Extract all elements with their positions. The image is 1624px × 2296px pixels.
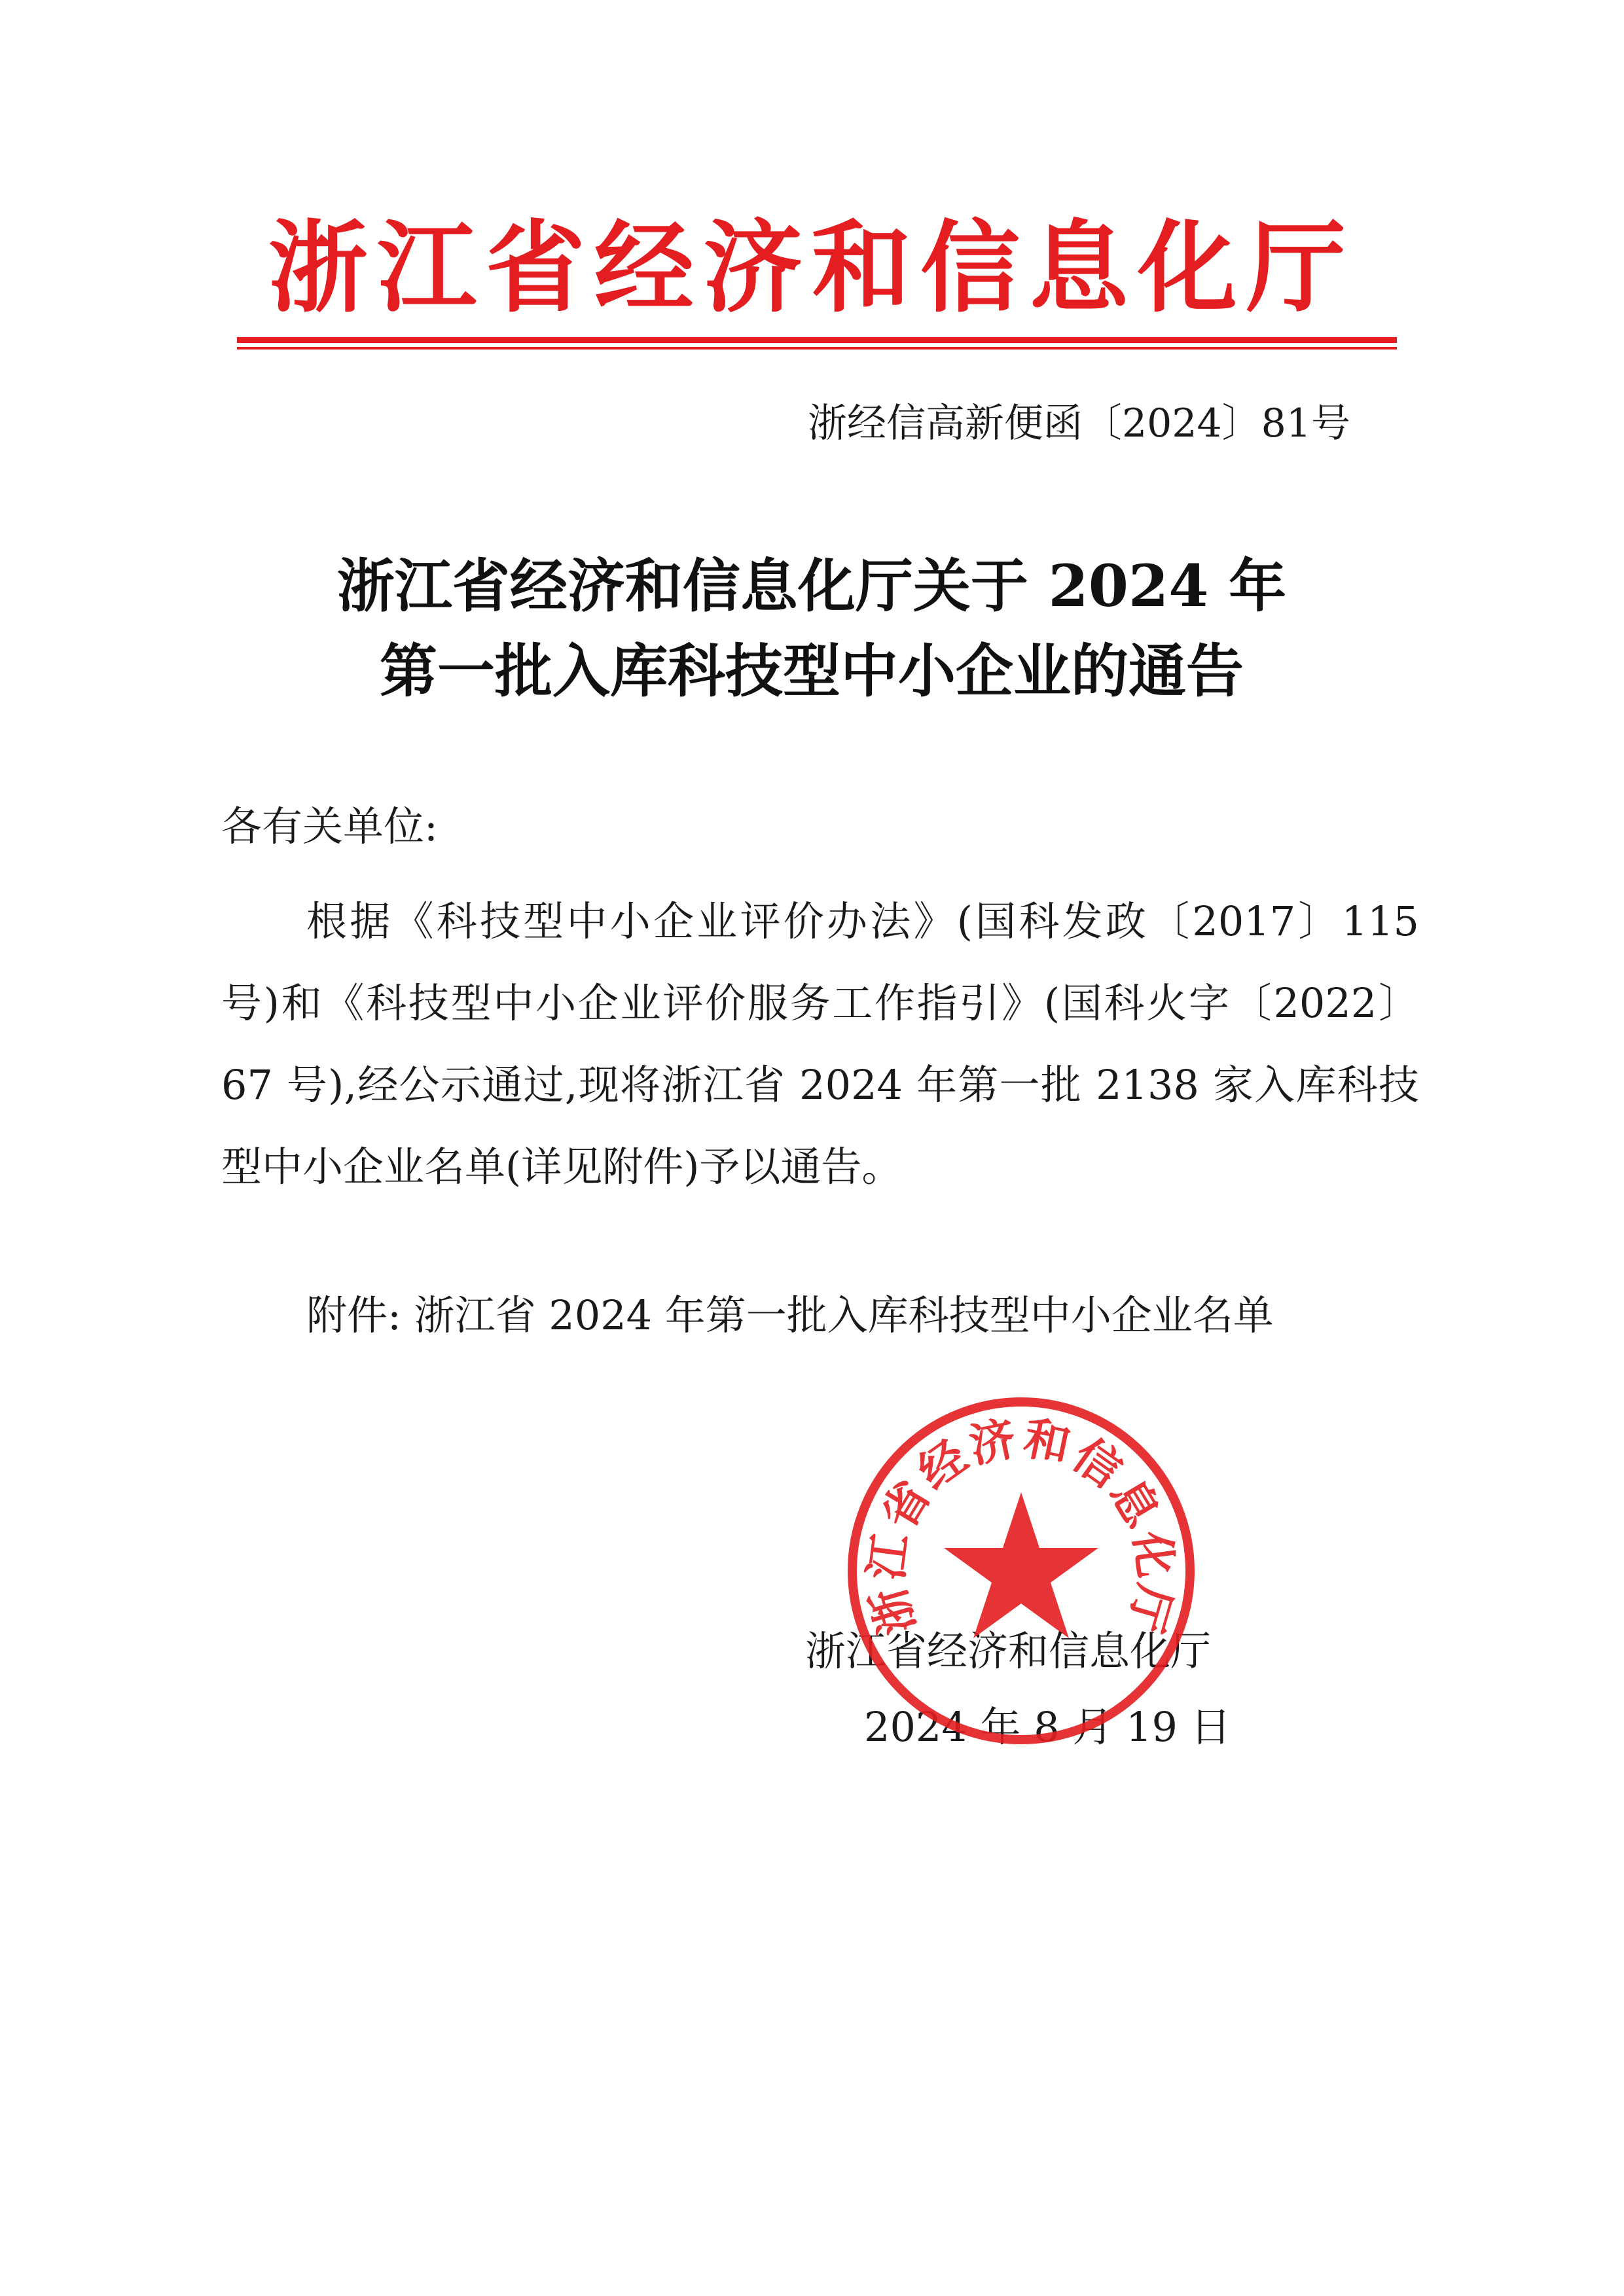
header-divider: [237, 337, 1397, 350]
salutation: 各有关单位:: [221, 802, 438, 850]
seal-text: 浙江省经济和信息化厅: [859, 1410, 1183, 1641]
letterhead-title: 浙江省经济和信息化厅: [268, 210, 1355, 326]
document-number: 浙经信高新便函〔2024〕81号: [807, 401, 1350, 446]
signer-name: 浙江省经济和信息化厅: [805, 1627, 1212, 1675]
document-title: [236, 543, 1388, 713]
attachment-line: 附件: 浙江省 2024 年第一批入库科技型中小企业名单: [306, 1291, 1274, 1339]
signature-date: 2024 年 8 月 19 日: [864, 1703, 1231, 1751]
official-seal: [844, 1394, 1198, 1748]
title-line-2: 第一批入库科技型中小企业的通告: [379, 637, 1244, 705]
body-paragraph: 根据《科技型中小企业评价办法》(国科发政〔2017〕115 号)和《科技型中小企业评价服务工作指引》(国科火字〔2022〕67 号),经公示通过,现将浙江省 2024 年第一批 2138 家入库科技型中小企业名单(详见附件)予以通告。: [221, 897, 1419, 1191]
title-line-1: 浙江省经济和信息化厅关于 2024 年: [336, 552, 1287, 620]
star-icon: [944, 1492, 1098, 1638]
